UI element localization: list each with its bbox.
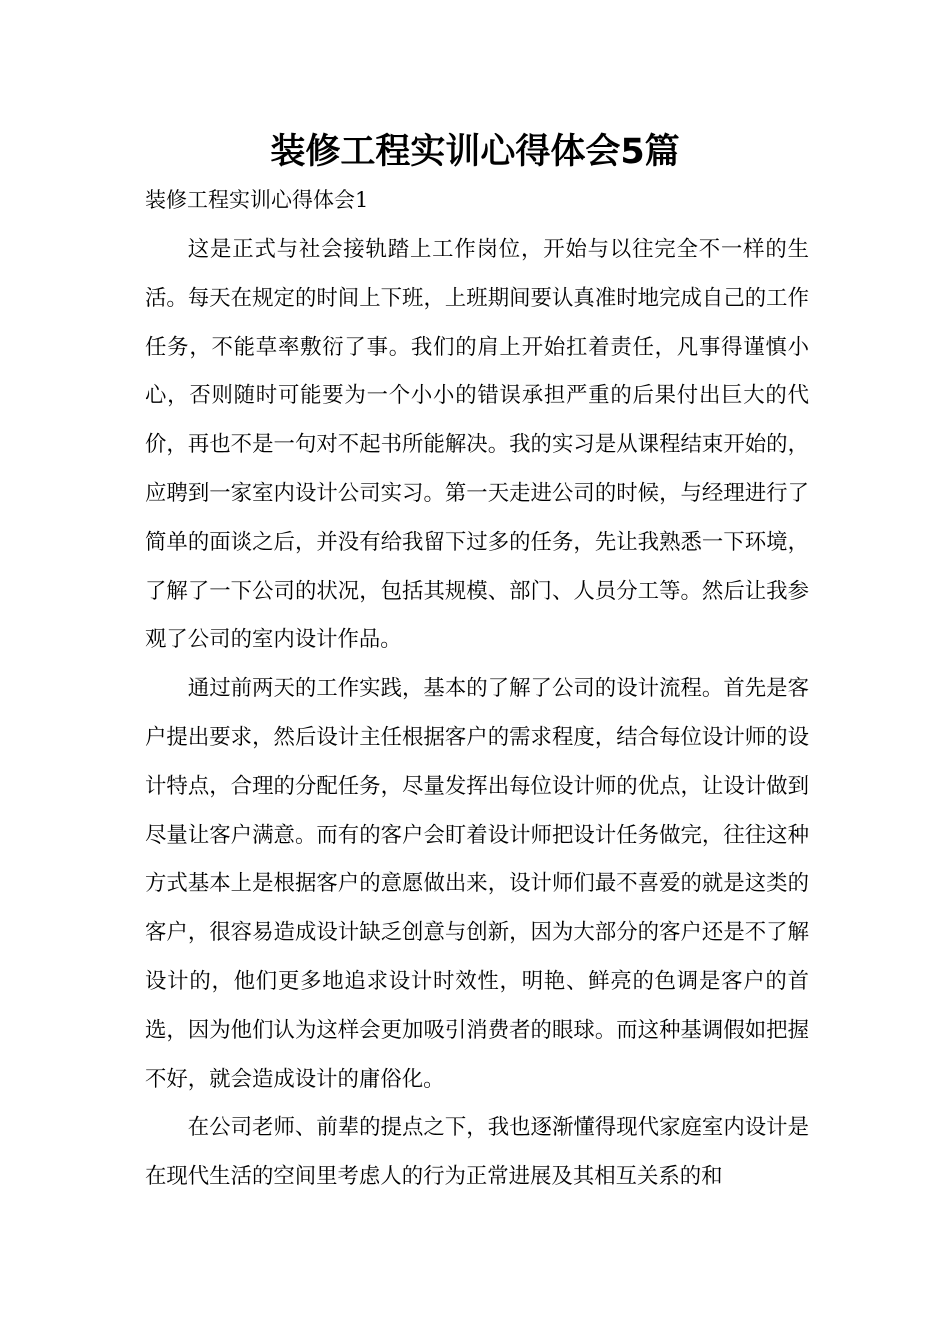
paragraph-1: 这是正式与社会接轨踏上工作岗位，开始与以往完全不一样的生活。每天在规定的时间上下班，上班期间要认真准时地完成自己的工作任务，不能草率敷衍了事。我们的肩上开始扛着责任，凡事得谨慎小心，否则随时可能要为一个小小的错误承担严重的后果付出巨大的代价，再也不是一句对不起书所能解决。我的实习是从课程结束开始的，应聘到一家室内设计公司实习。第一天走进公司的时候，与经理进行了简单的面谈之后，并没有给我留下过多的任务，先让我熟悉一下环境，了解了一下公司的状况，包括其规模、部门、人员分工等。然后让我参观了公司的室内设计作品。 (145, 237, 809, 653)
paragraph-2: 通过前两天的工作实践，基本的了解了公司的设计流程。首先是客户提出要求，然后设计主任根据客户的需求程度，结合每位设计师的设计特点，合理的分配任务，尽量发挥出每位设计师的优点，让设计做到尽量让客户满意。而有的客户会盯着设计师把设计任务做完，往往这种方式基本上是根据客户的意愿做出来，设计师们最不喜爱的就是这类的客户，很容易造成设计缺乏创意与创新，因为大部分的客户还是不了解设计的，他们更多地追求设计时效性，明艳、鲜亮的色调是客户的首选，因为他们认为这样会更加吸引消费者的眼球。而这种基调假如把握不好，就会造成设计的庸俗化。 (145, 676, 809, 1092)
document-title: 装修工程实训心得体会5篇 (270, 132, 680, 172)
section-heading: 装修工程实训心得体会1 (145, 188, 369, 212)
document-body (145, 226, 809, 1202)
paragraph-3: 在公司老师、前辈的提点之下，我也逐渐懂得现代家庭室内设计是在现代生活的空间里考虑人的行为正常进展及其相互关系的和 (145, 1115, 809, 1190)
